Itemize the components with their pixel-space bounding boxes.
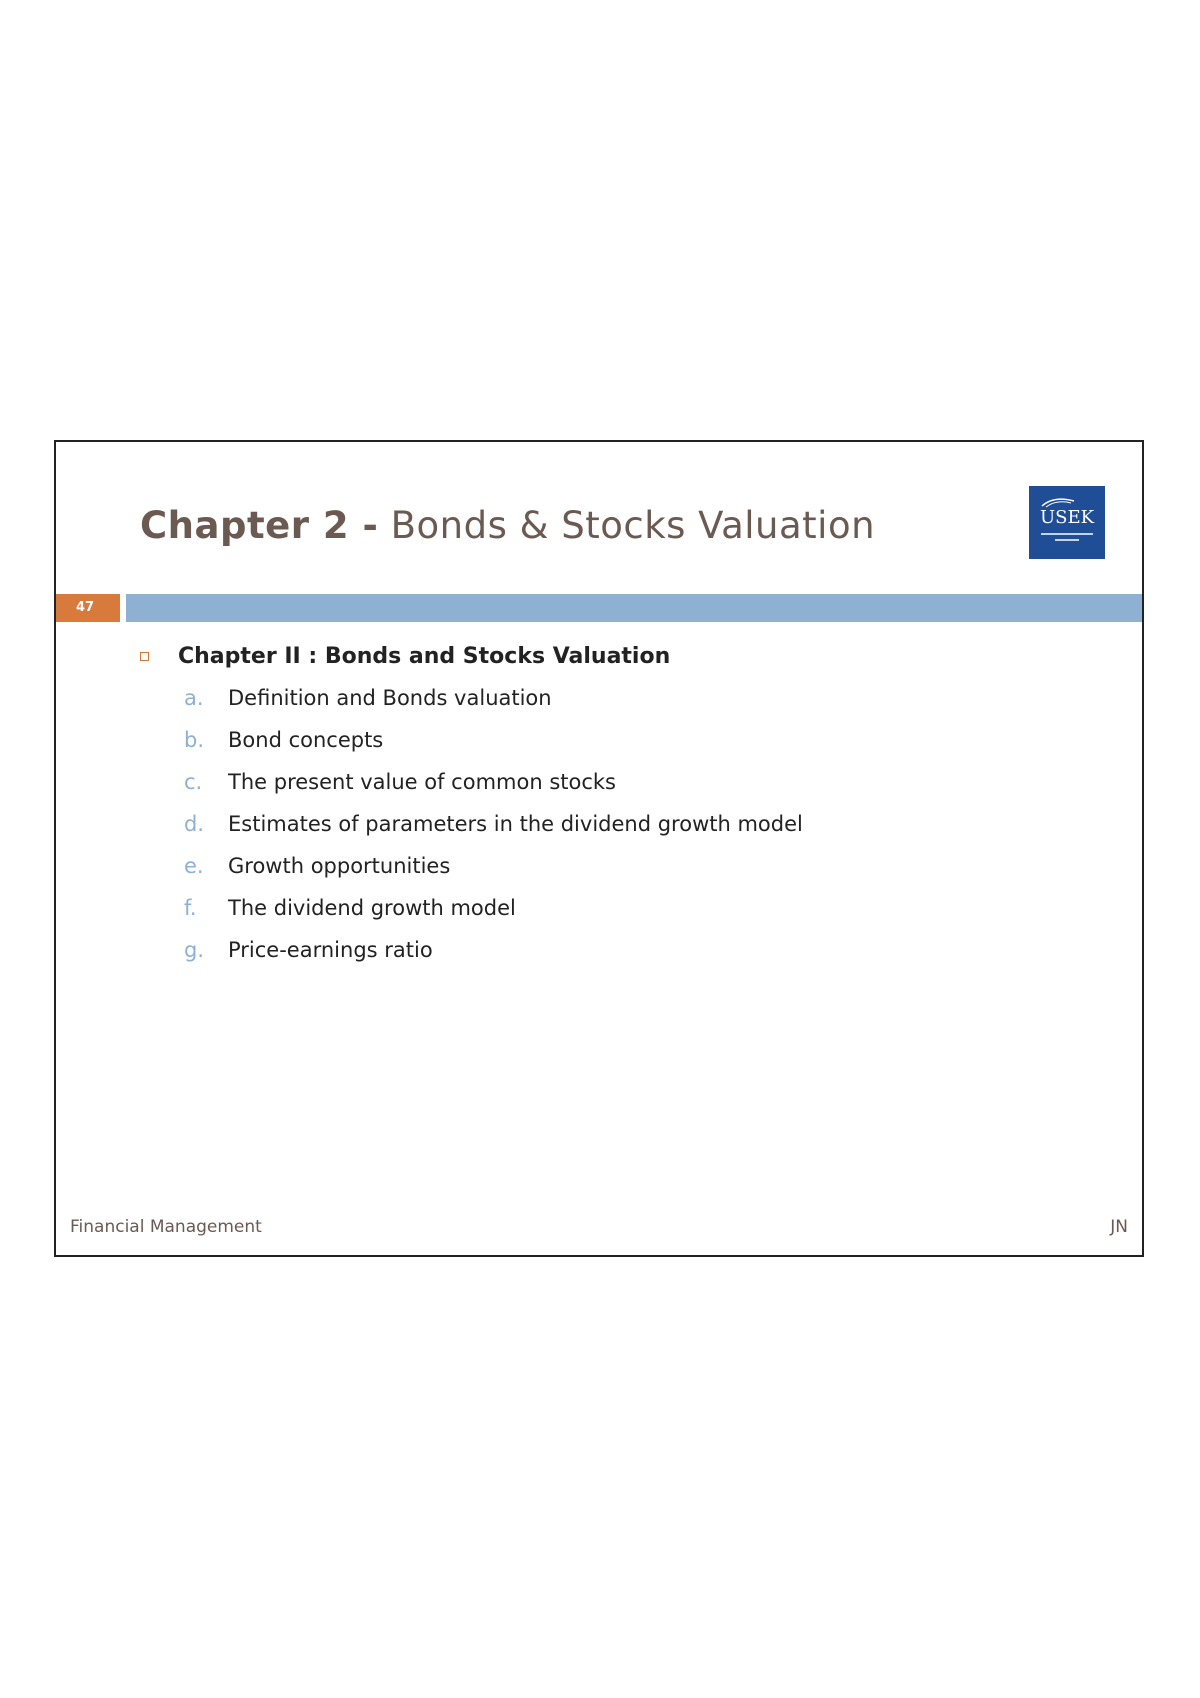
list-item-text: The present value of common stocks [228,770,616,794]
footer-author-initials: JN [1110,1217,1128,1237]
list-item-marker: e. [184,854,204,878]
list-item-text: Estimates of parameters in the dividend growth model [228,812,803,836]
logo-tagline-lines [1041,533,1093,545]
header-divider-bar [126,594,1142,622]
footer-course-name: Financial Management [70,1217,262,1237]
list-item-marker: b. [184,728,205,752]
list-item-text: Definition and Bonds valuation [228,686,552,710]
list-item-marker: a. [184,686,204,710]
list-item-marker: g. [184,938,205,962]
list-item-text: The dividend growth model [228,896,516,920]
slide-title [140,504,875,548]
list-item-marker: c. [184,770,203,794]
usek-logo [1029,486,1105,559]
main-bullet-text: Chapter II : Bonds and Stocks Valuation [178,644,671,669]
list-item-marker: d. [184,812,205,836]
list-item-text: Bond concepts [228,728,384,752]
slide-title-light: Bonds & Stocks Valuation [390,504,876,547]
list-item-text: Price-earnings ratio [228,938,433,962]
slide [54,440,1144,1257]
list-item-marker: f. [184,896,197,920]
slide-title-bold: Chapter 2 - [140,504,379,547]
logo-wordmark: USEK [1039,507,1095,528]
slide-number-badge: 47 [56,594,120,622]
hollow-square-bullet-icon [140,652,149,661]
list-item-text: Growth opportunities [228,854,451,878]
